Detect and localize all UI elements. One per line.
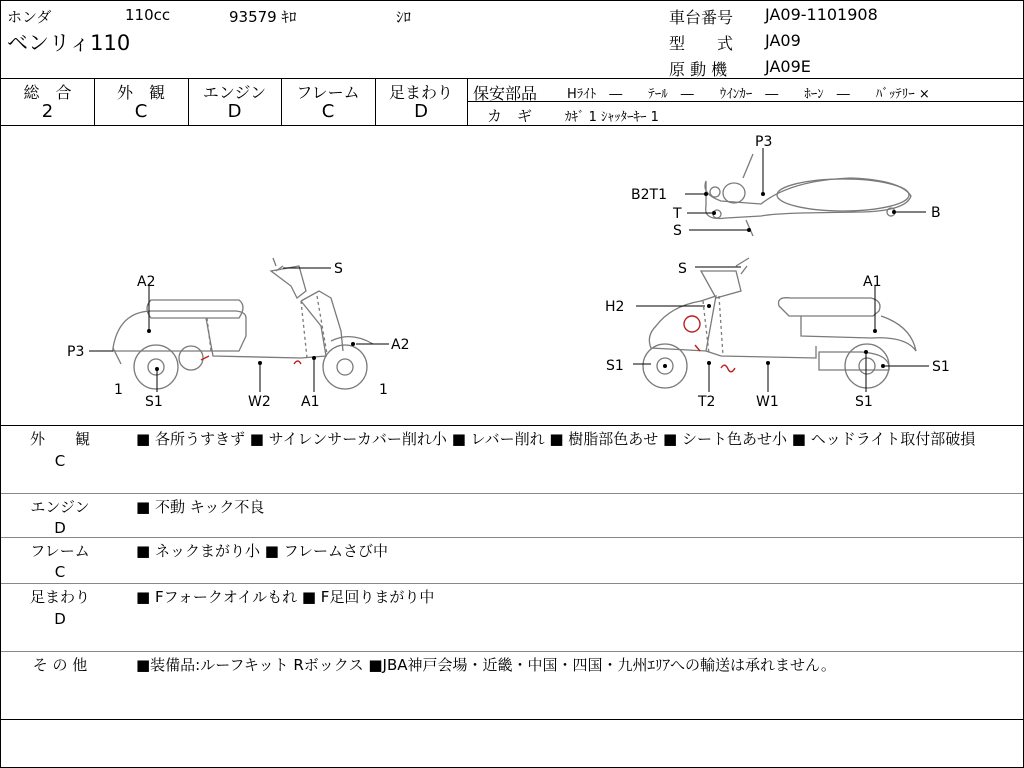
remark-label: 外 観 <box>29 430 90 448</box>
label-top-s: S <box>673 223 682 239</box>
damage-marks <box>201 316 735 372</box>
divider <box>1 78 1023 79</box>
displacement: 110cc <box>125 6 171 24</box>
engine-model-value: JA09E <box>765 57 811 76</box>
grade-suspension: D <box>414 101 428 122</box>
label-left-a2-right: A2 <box>391 337 410 353</box>
remark-grade: D <box>54 610 66 628</box>
remark-text: ■ Fフォークオイルもれ ■ F足回りまがり中 <box>136 588 435 606</box>
grade-overall-label: 総 合 <box>23 83 72 102</box>
remark-grade: C <box>54 563 66 581</box>
label-top-b2t1: B2T1 <box>631 187 667 203</box>
safety-items: Hﾗｲﾄ ― ﾃｰﾙ ― ｳｲﾝｶｰ ― ﾎｰﾝ ― ﾊﾞｯﾃﾘｰ × <box>567 87 930 102</box>
damage-diagram <box>1 126 1023 424</box>
label-top-t: T <box>673 206 682 222</box>
label-right-s1-left: S1 <box>606 358 624 374</box>
remark-label: フレーム <box>30 542 90 560</box>
label-left-a1: A1 <box>301 394 320 410</box>
model-name: ベンリィ110 <box>7 31 131 55</box>
remark-grade: D <box>54 519 66 537</box>
remark-label: 足まわり <box>29 588 90 606</box>
key-value: ｶｷﾞ 1 ｼｬｯﾀｰｷｰ 1 <box>565 110 659 125</box>
label-right-s1-bottom: S1 <box>855 394 873 410</box>
label-right-w1: W1 <box>756 394 779 410</box>
grade-frame-label: フレーム <box>296 83 360 102</box>
key-label: カ ギ <box>487 107 533 125</box>
engine-model-label: 原 動 機 <box>669 60 728 79</box>
label-right-h2: H2 <box>605 299 625 315</box>
color: ｼﾛ <box>396 8 412 26</box>
grade-exterior: C <box>134 101 148 122</box>
label-left-1-right: 1 <box>379 382 388 398</box>
divider <box>1 537 1023 538</box>
divider <box>1 493 1023 494</box>
safety-label: 保安部品 <box>473 84 538 103</box>
grade-exterior-label: 外 観 <box>116 83 165 102</box>
mileage: 93579 ｷﾛ <box>229 8 297 26</box>
grade-engine-label: エンジン <box>202 83 267 102</box>
label-right-t2: T2 <box>698 394 716 410</box>
label-left-s: S <box>334 261 343 277</box>
remark-text: ■ 不動 キック不良 <box>136 498 265 516</box>
label-right-a1: A1 <box>863 274 882 290</box>
frame-number-label: 車台番号 <box>669 8 734 27</box>
divider <box>1 719 1023 720</box>
label-left-a2-top: A2 <box>137 274 156 290</box>
label-left-w2: W2 <box>248 394 271 410</box>
divider <box>1 583 1023 584</box>
type-label: 型 式 <box>669 34 734 53</box>
label-left-1-left: 1 <box>114 382 123 398</box>
grade-suspension-label: 足まわり <box>388 83 453 102</box>
grade-overall: 2 <box>41 101 54 122</box>
label-left-s1: S1 <box>145 394 163 410</box>
remark-label: エンジン <box>30 498 90 516</box>
divider <box>467 78 468 125</box>
label-top-p3: P3 <box>755 134 773 150</box>
divider <box>1 651 1023 652</box>
frame-number: JA09-1101908 <box>765 5 878 24</box>
divider <box>1 425 1023 426</box>
grade-engine: D <box>227 101 242 122</box>
label-left-p3: P3 <box>67 344 85 360</box>
label-top-b: B <box>931 205 941 221</box>
remark-label: そ の 他 <box>32 656 88 674</box>
scooter-top-view <box>705 154 911 236</box>
maker: ホンダ <box>7 8 52 26</box>
remark-text: ■ ネックまがり小 ■ フレームさび中 <box>136 542 389 560</box>
remark-text: ■ 各所うすきず ■ サイレンサーカバー削れ小 ■ レバー削れ ■ 樹脂部色あせ ■ シート色あせ小 ■ ヘッドライト取付部破損 <box>136 430 976 448</box>
label-right-s1-right: S1 <box>932 359 950 375</box>
remark-text: ■装備品:ルーフキット Rボックス ■JBA神戸会場・近畿・中国・四国・九州ｴﾘｱへの輸送は承れません。 <box>136 656 836 674</box>
label-right-s: S <box>678 261 687 277</box>
type-value: JA09 <box>765 31 801 50</box>
remark-grade: C <box>54 452 66 470</box>
grade-frame: C <box>321 101 335 122</box>
